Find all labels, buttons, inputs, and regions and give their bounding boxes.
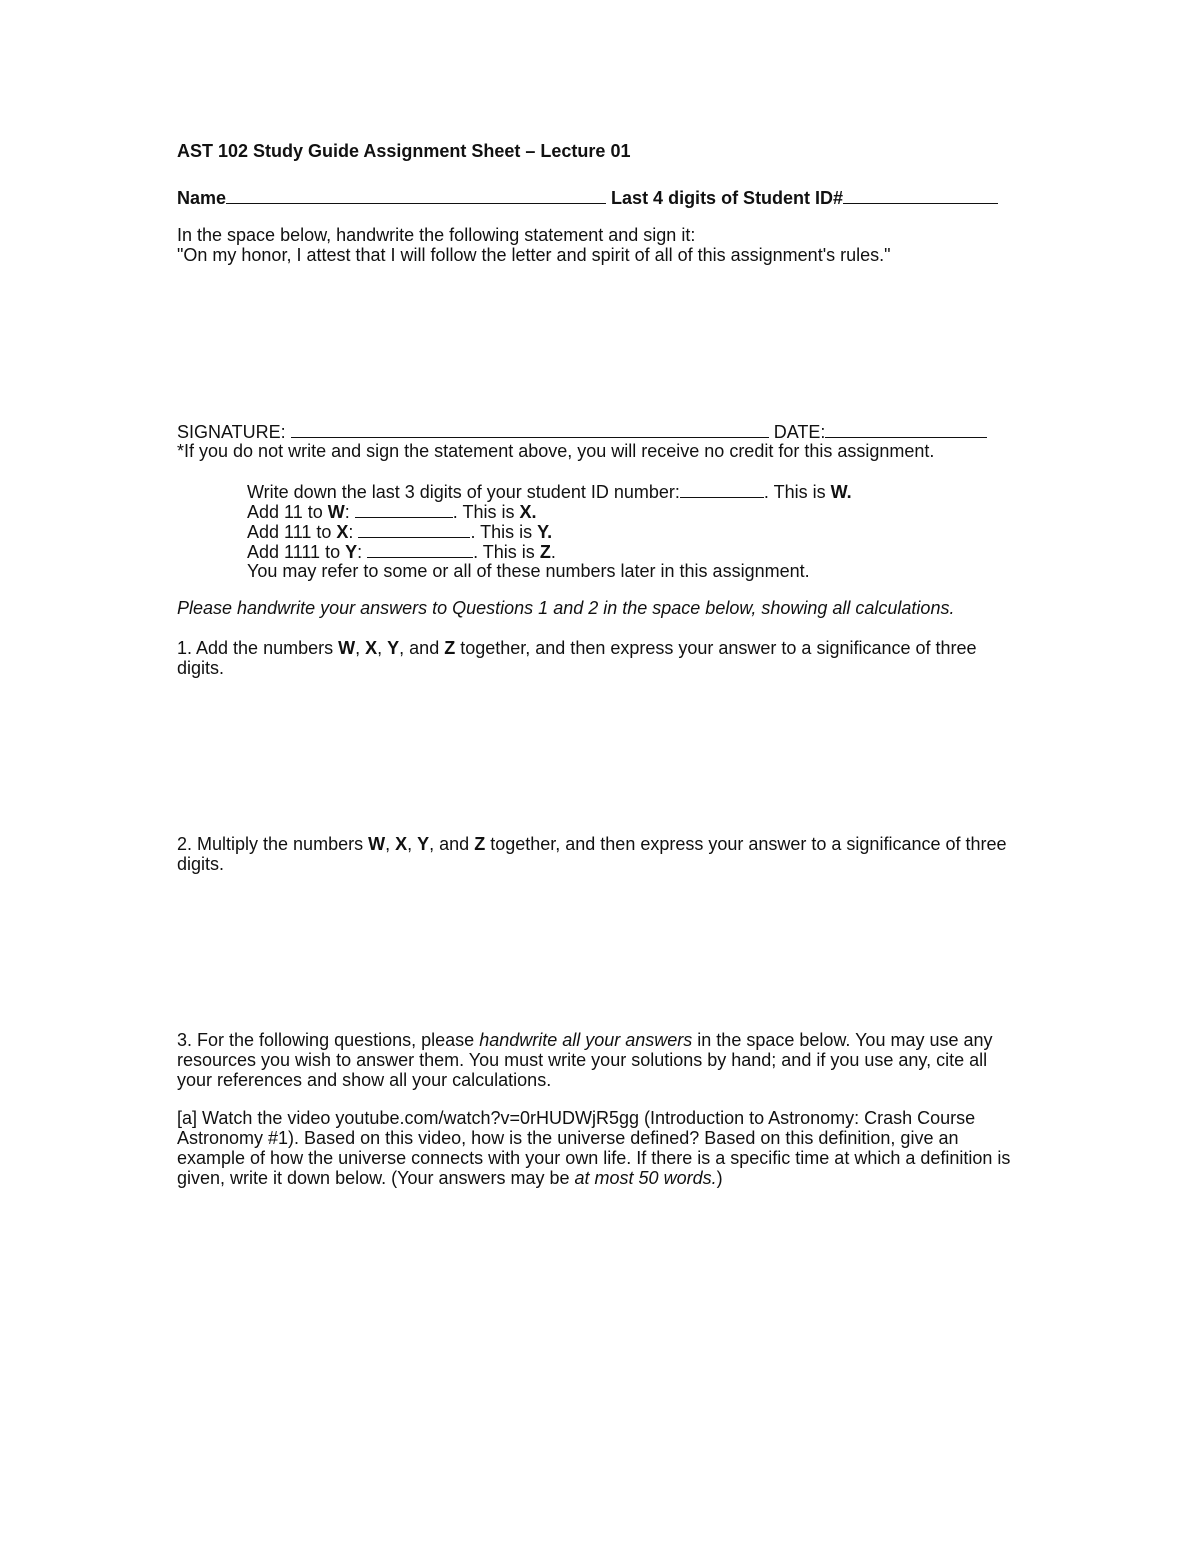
q1-rest: together, and then express your answer to a significance of three digits. — [177, 638, 977, 678]
q2-prefix: 2. Multiply the numbers — [177, 834, 369, 854]
q2-z: Z — [474, 834, 486, 854]
q1-w: W — [338, 638, 356, 658]
signature-blank[interactable] — [291, 421, 769, 438]
q3-emph: handwrite all your answers — [479, 1030, 693, 1050]
w-var: W. — [830, 482, 852, 502]
w-blank[interactable] — [680, 481, 764, 498]
q1-sep2: , — [377, 638, 388, 658]
q2-sep2: , — [407, 834, 418, 854]
w-suffix: . This is — [763, 482, 831, 502]
z-blank[interactable] — [367, 541, 473, 558]
q3a-emph: at most 50 words. — [574, 1168, 717, 1188]
numbers-note: You may refer to some or all of these numbers later in this assignment. — [247, 561, 810, 581]
q1-sep1: , — [355, 638, 366, 658]
date-label: DATE: — [773, 422, 826, 442]
q2-x: X — [395, 834, 408, 854]
q2-sep3: , and — [429, 834, 475, 854]
q2-y: Y — [417, 834, 430, 854]
z-prefix: Add 1111 to — [247, 542, 346, 562]
z-colon: : — [357, 542, 363, 562]
q1-y: Y — [387, 638, 400, 658]
x-suffix: . This is — [452, 502, 520, 522]
signature-label: SIGNATURE: — [177, 422, 286, 442]
name-id-row — [177, 187, 998, 208]
name-blank[interactable] — [226, 187, 606, 204]
student-id-label: Last 4 digits of Student ID# — [611, 188, 844, 208]
name-label: Name — [177, 188, 227, 208]
z-ref: Y — [345, 542, 358, 562]
q2-w: W — [368, 834, 386, 854]
signature-row — [177, 421, 987, 442]
q1-z: Z — [444, 638, 456, 658]
question-3 — [177, 1030, 1022, 1090]
y-prefix: Add 111 to — [247, 522, 337, 542]
x-ref: W — [327, 502, 345, 522]
x-blank[interactable] — [355, 501, 453, 518]
y-line — [247, 521, 552, 542]
q12-instructions: Please handwrite your answers to Questions 1 and 2 in the space below, showing all calculations. — [177, 598, 955, 618]
z-end: . — [550, 542, 556, 562]
y-ref: X — [336, 522, 349, 542]
q3a-text: [a] Watch the video youtube.com/watch?v=0rHUDWjR5gg (Introduction to Astronomy: Crash Course Astronomy #1). Based on this video, how is the universe defined? Based on this definition, give an example of how the universe connects with your own life. If there is a specific time at which a definition is given, write it down below. (Your answers may be — [177, 1108, 1011, 1188]
q1-prefix: 1. Add the numbers — [177, 638, 339, 658]
question-3a — [177, 1108, 1022, 1188]
q3a-end: ) — [716, 1168, 723, 1188]
y-blank[interactable] — [358, 521, 470, 538]
z-line — [247, 541, 556, 562]
student-id-blank[interactable] — [843, 187, 998, 204]
y-suffix: . This is — [470, 522, 538, 542]
q1-x: X — [365, 638, 378, 658]
q3-prefix: 3. For the following questions, please — [177, 1030, 480, 1050]
q3-rest: in the space below. You may use any resources you wish to answer them. You must write your solutions by hand; and if you use any, cite all your references and show all your calculations. — [177, 1030, 993, 1090]
x-var: X. — [519, 502, 537, 522]
w-line-text: Write down the last 3 digits of your student ID number: — [247, 482, 680, 502]
y-colon: : — [348, 522, 354, 542]
w-line — [247, 481, 852, 502]
honor-instruction: In the space below, handwrite the following statement and sign it: — [177, 225, 696, 245]
date-blank[interactable] — [825, 421, 987, 438]
x-line — [247, 501, 536, 522]
question-2 — [177, 834, 1022, 874]
question-1 — [177, 638, 1022, 678]
q2-rest: together, and then express your answer to a significance of three digits. — [177, 834, 1007, 874]
z-var: Z — [539, 542, 551, 562]
page-title: AST 102 Study Guide Assignment Sheet – Lecture 01 — [177, 141, 631, 161]
z-suffix: . This is — [473, 542, 540, 562]
q1-sep3: , and — [399, 638, 445, 658]
honor-statement: "On my honor, I attest that I will follow the letter and spirit of all of this assignment's rules." — [177, 245, 891, 265]
q2-sep1: , — [385, 834, 396, 854]
x-prefix: Add 11 to — [247, 502, 328, 522]
y-var: Y. — [537, 522, 553, 542]
document-page — [177, 0, 1037, 1553]
x-colon: : — [344, 502, 350, 522]
honor-warning: *If you do not write and sign the statement above, you will receive no credit for this assignment. — [177, 441, 935, 461]
